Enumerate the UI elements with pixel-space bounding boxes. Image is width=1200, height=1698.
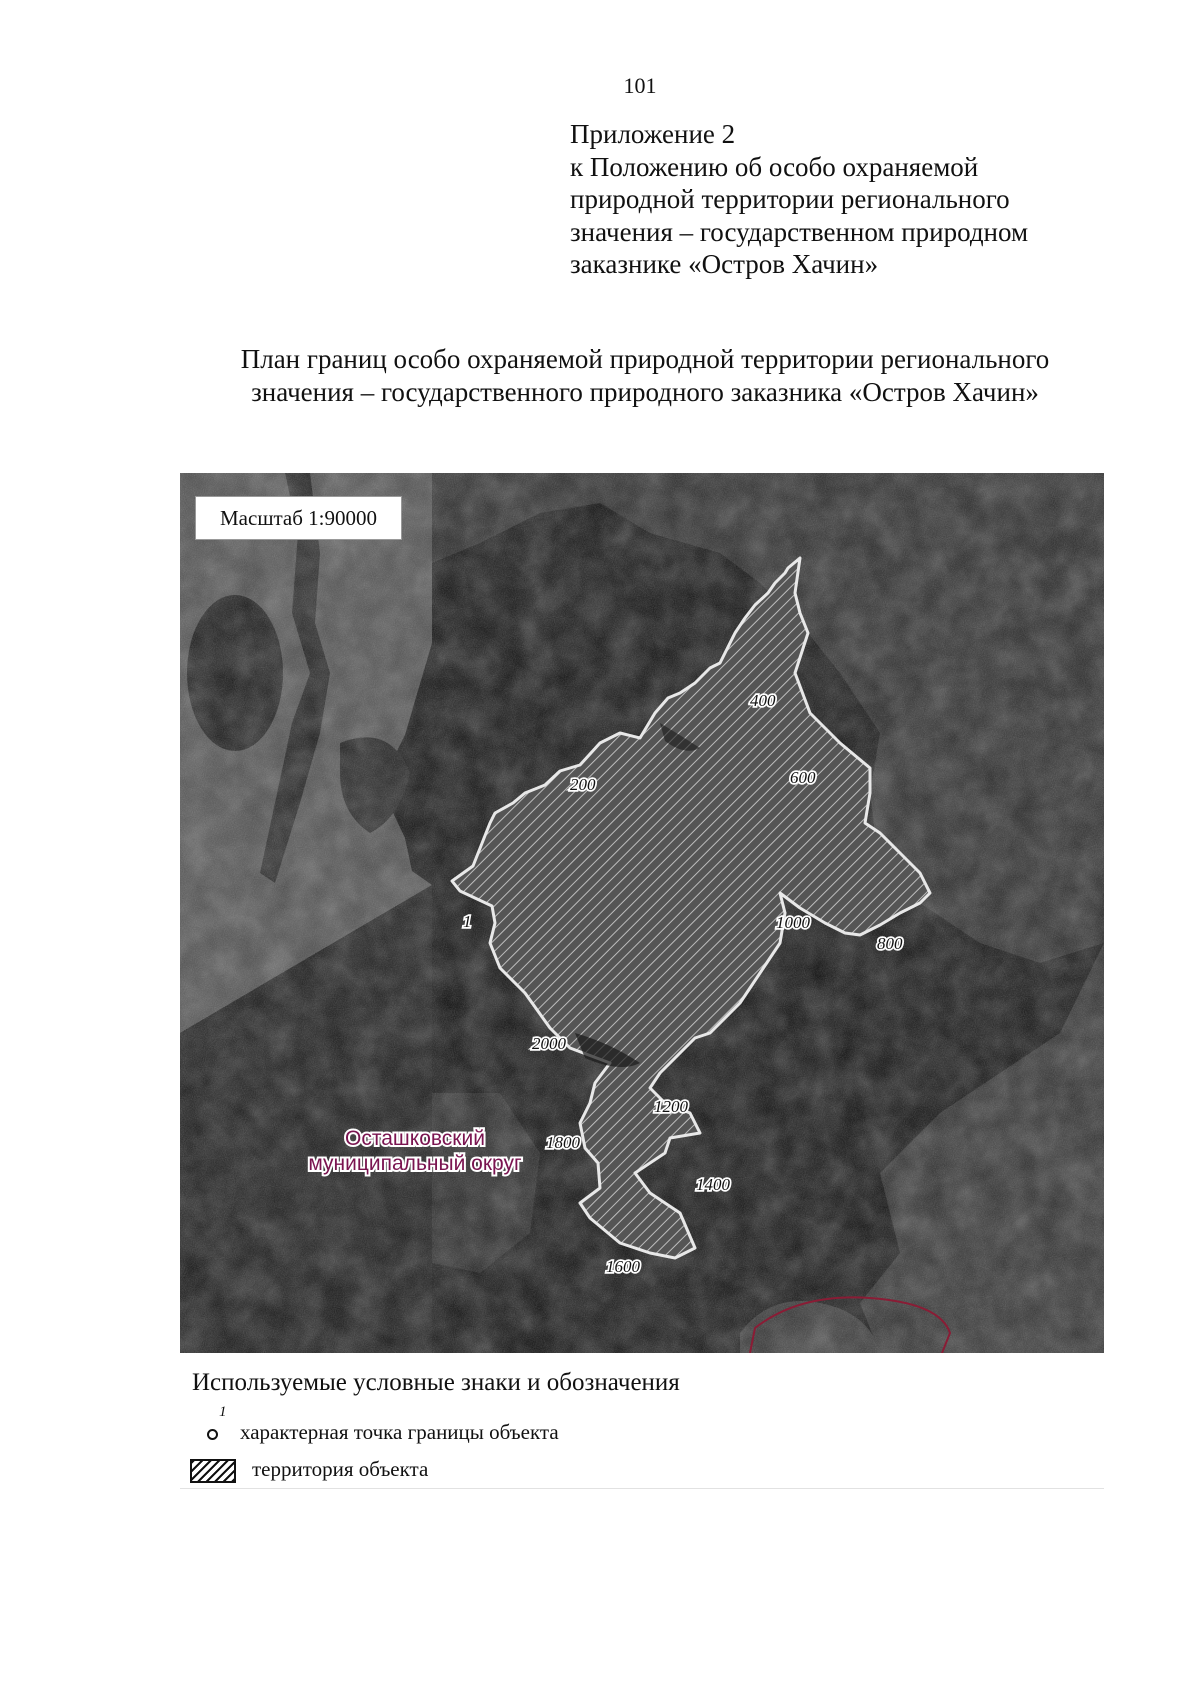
plan-title: [200, 343, 1090, 409]
appendix-heading: [570, 118, 1028, 281]
appendix-line: значения – государственном природном: [570, 216, 1029, 247]
plan-title-line: План границ особо охраняемой природной территории регионального: [240, 344, 1050, 374]
appendix-line: заказнике «Остров Хачин»: [570, 249, 879, 279]
boundary-point-circle-icon: [207, 1429, 218, 1440]
divider: [180, 1488, 1104, 1489]
map: [180, 473, 1104, 1353]
boundary-label: 1000: [776, 913, 810, 932]
boundary-label: 600: [790, 768, 816, 787]
boundary-label: 400: [750, 691, 776, 710]
scale-box: Масштаб 1:90000: [195, 496, 402, 540]
district-label-line: Осташковский: [345, 1127, 485, 1150]
satellite-map: [180, 473, 1104, 1353]
boundary-label: 800: [877, 934, 903, 953]
boundary-label: 2000: [532, 1034, 566, 1053]
district-label-line: муниципальный округ: [308, 1152, 522, 1175]
boundary-label: 1600: [606, 1257, 640, 1276]
legend-point-number: 1: [219, 1404, 227, 1420]
legend-point-label: характерная точка границы объекта: [240, 1420, 559, 1444]
legend-area-label: территория объекта: [252, 1457, 429, 1481]
boundary-label: 200: [570, 775, 596, 794]
legend-row-point: [190, 1418, 559, 1446]
appendix-line: к Положению об особо охраняемой: [570, 151, 979, 182]
legend-row-area: [190, 1455, 428, 1483]
boundary-label: 1: [463, 912, 472, 931]
appendix-line: природной территории регионального: [570, 184, 1010, 214]
hatched-area-icon: [190, 1459, 236, 1483]
boundary-label: 1800: [546, 1133, 580, 1152]
boundary-label: 1400: [696, 1175, 730, 1194]
page-number: 101: [623, 73, 657, 98]
plan-title-line: значения – государственного природного заказника «Остров Хачин»: [251, 377, 1039, 407]
legend-title: Используемые условные знаки и обозначения: [192, 1369, 680, 1396]
boundary-label: 1200: [654, 1097, 688, 1116]
appendix-line: Приложение 2: [570, 119, 736, 149]
